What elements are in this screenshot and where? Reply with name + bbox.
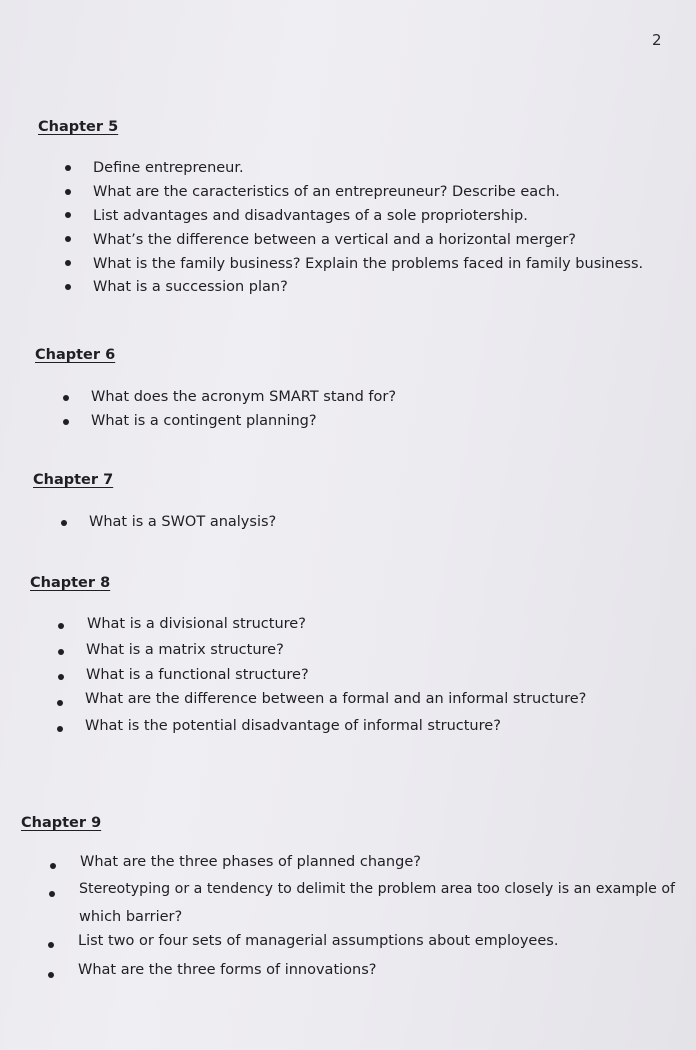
chapter-6-title: Chapter 6 (35, 347, 116, 363)
list-item-text: What is the potential disadvantage of informal structure? (85, 718, 501, 734)
bullet-icon (65, 260, 71, 266)
bullet-icon (65, 236, 71, 242)
list-item-text: Stereotyping or a tendency to delimit the problem area too closely is an example of (79, 881, 676, 897)
bullet-icon (50, 863, 56, 869)
bullet-icon (57, 726, 63, 732)
list-item-text: What is a functional structure? (86, 667, 309, 683)
list-item-text: List two or four sets of managerial assumptions about employees. (78, 933, 559, 949)
list-item-text: What is a matrix structure? (86, 642, 284, 658)
list-item-text: What are the three phases of planned change? (80, 854, 421, 870)
page-number: 2 (652, 31, 662, 49)
bullet-icon (57, 700, 63, 706)
chapter-7-title: Chapter 7 (33, 472, 114, 488)
bullet-icon (61, 520, 67, 526)
bullet-icon (63, 395, 69, 401)
chapter-5-title: Chapter 5 (38, 119, 119, 135)
bullet-icon (49, 891, 55, 897)
list-item-text: What are the difference between a formal and an informal structure? (85, 691, 587, 707)
list-item-text: What is the family business? Explain the problems faced in family business. (93, 256, 644, 272)
list-item-text: What is a succession plan? (93, 279, 288, 295)
bullet-icon (58, 674, 64, 680)
list-item-text: Define entrepreneur. (93, 160, 244, 176)
bullet-icon (58, 623, 64, 629)
bullet-icon (65, 165, 71, 171)
bullet-icon (65, 189, 71, 195)
bullet-icon (65, 212, 71, 218)
list-item-text: What is a divisional structure? (87, 616, 306, 632)
chapter-8-title: Chapter 8 (30, 575, 111, 591)
bullet-icon (48, 942, 54, 948)
list-item-text: which barrier? (79, 909, 183, 925)
list-item-text: What are the caracteristics of an entrepreuneur? Describe each. (93, 184, 560, 200)
chapter-9-title: Chapter 9 (21, 815, 102, 831)
bullet-icon (58, 649, 64, 655)
list-item-text: List advantages and disadvantages of a sole propriotership. (93, 208, 528, 224)
list-item-text: What’s the difference between a vertical and a horizontal merger? (93, 232, 577, 248)
list-item-text: What are the three forms of innovations? (78, 962, 377, 978)
bullet-icon (63, 419, 69, 425)
list-item-text: What is a contingent planning? (91, 413, 317, 429)
bullet-icon (65, 284, 71, 290)
list-item-text: What does the acronym SMART stand for? (91, 389, 397, 405)
list-item-text: What is a SWOT analysis? (89, 514, 277, 530)
bullet-icon (48, 972, 54, 978)
